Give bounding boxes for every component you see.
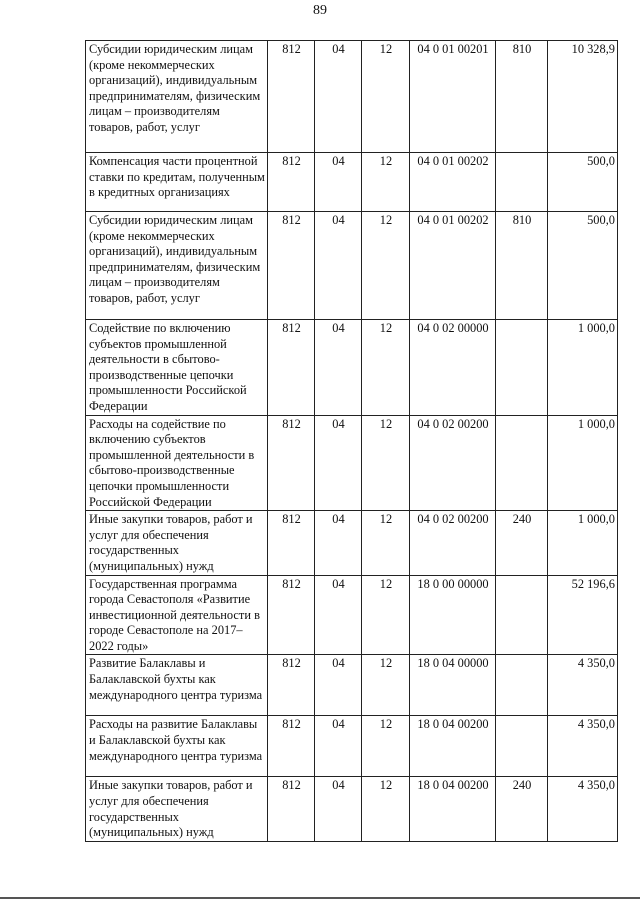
row-name-cell: Субсидии юридическим лицам (кроме некоммерческих организаций), индивидуальным предпринимателям, физическим лицам – производителям товаров, работ, услуг (86, 41, 268, 153)
section-code-cell: 04 (315, 212, 362, 320)
ministry-code-cell: 812 (268, 511, 315, 575)
ministry-code-cell: 812 (268, 655, 315, 716)
subsection-code-cell: 12 (362, 153, 410, 212)
target-item-code-cell: 04 0 01 00202 (410, 212, 496, 320)
row-name-cell: Иные закупки товаров, работ и услуг для обеспечения государственных (муниципальных) нужд (86, 511, 268, 575)
section-code-cell: 04 (315, 41, 362, 153)
ministry-code-cell: 812 (268, 415, 315, 511)
row-name-cell: Иные закупки товаров, работ и услуг для обеспечения государственных (муниципальных) нужд (86, 777, 268, 841)
row-name-cell: Компенсация части процентной ставки по кредитам, полученным в кредитных организациях (86, 153, 268, 212)
ministry-code-cell: 812 (268, 212, 315, 320)
amount-cell: 52 196,6 (548, 575, 618, 655)
row-name-cell: Содействие по включению субъектов промышленной деятельности в сбытово-производственные цепочки промышленности Российской Федерации (86, 320, 268, 416)
target-item-code-cell: 18 0 04 00200 (410, 777, 496, 841)
section-code-cell: 04 (315, 153, 362, 212)
target-item-code-cell: 04 0 02 00000 (410, 320, 496, 416)
target-item-code-cell: 18 0 04 00200 (410, 716, 496, 777)
section-code-cell: 04 (315, 716, 362, 777)
expense-type-code-cell: 240 (496, 777, 548, 841)
table-row (86, 212, 618, 320)
amount-cell: 4 350,0 (548, 777, 618, 841)
section-code-cell: 04 (315, 415, 362, 511)
ministry-code-cell: 812 (268, 41, 315, 153)
amount-cell: 1 000,0 (548, 320, 618, 416)
table-row (86, 41, 618, 153)
subsection-code-cell: 12 (362, 41, 410, 153)
target-item-code-cell: 04 0 02 00200 (410, 415, 496, 511)
section-code-cell: 04 (315, 655, 362, 716)
expense-type-code-cell (496, 575, 548, 655)
section-code-cell: 04 (315, 777, 362, 841)
expense-type-code-cell (496, 320, 548, 416)
expense-type-code-cell: 240 (496, 511, 548, 575)
table-row (86, 716, 618, 777)
row-name-cell: Государственная программа города Севастополя «Развитие инвестиционной деятельности в городе Севастополе на 2017–2022 годы» (86, 575, 268, 655)
table-row (86, 575, 618, 655)
table-row (86, 153, 618, 212)
amount-cell: 500,0 (548, 212, 618, 320)
table-row (86, 777, 618, 841)
page-number: 89 (313, 3, 327, 18)
target-item-code-cell: 18 0 00 00000 (410, 575, 496, 655)
expense-type-code-cell (496, 716, 548, 777)
scan-edge-line (0, 897, 640, 899)
target-item-code-cell: 18 0 04 00000 (410, 655, 496, 716)
subsection-code-cell: 12 (362, 716, 410, 777)
ministry-code-cell: 812 (268, 575, 315, 655)
expense-type-code-cell (496, 415, 548, 511)
table-row (86, 320, 618, 416)
target-item-code-cell: 04 0 01 00201 (410, 41, 496, 153)
table-row (86, 415, 618, 511)
row-name-cell: Субсидии юридическим лицам (кроме некоммерческих организаций), индивидуальным предпринимателям, физическим лицам – производителям товаров, работ, услуг (86, 212, 268, 320)
target-item-code-cell: 04 0 02 00200 (410, 511, 496, 575)
amount-cell: 4 350,0 (548, 655, 618, 716)
subsection-code-cell: 12 (362, 777, 410, 841)
row-name-cell: Расходы на содействие по включению субъектов промышленной деятельности в сбытово-производственные цепочки промышленности Российской Федерации (86, 415, 268, 511)
amount-cell: 1 000,0 (548, 415, 618, 511)
expense-type-code-cell (496, 153, 548, 212)
budget-table (85, 40, 618, 842)
section-code-cell: 04 (315, 320, 362, 416)
ministry-code-cell: 812 (268, 320, 315, 416)
target-item-code-cell: 04 0 01 00202 (410, 153, 496, 212)
section-code-cell: 04 (315, 575, 362, 655)
subsection-code-cell: 12 (362, 575, 410, 655)
subsection-code-cell: 12 (362, 320, 410, 416)
row-name-cell: Расходы на развитие Балаклавы и Балаклавской бухты как международного центра туризма (86, 716, 268, 777)
subsection-code-cell: 12 (362, 511, 410, 575)
expense-type-code-cell (496, 655, 548, 716)
table-row (86, 655, 618, 716)
amount-cell: 500,0 (548, 153, 618, 212)
subsection-code-cell: 12 (362, 655, 410, 716)
expense-type-code-cell: 810 (496, 212, 548, 320)
row-name-cell: Развитие Балаклавы и Балаклавской бухты как международного центра туризма (86, 655, 268, 716)
amount-cell: 1 000,0 (548, 511, 618, 575)
subsection-code-cell: 12 (362, 212, 410, 320)
amount-cell: 10 328,9 (548, 41, 618, 153)
ministry-code-cell: 812 (268, 716, 315, 777)
ministry-code-cell: 812 (268, 777, 315, 841)
amount-cell: 4 350,0 (548, 716, 618, 777)
table-row (86, 511, 618, 575)
expense-type-code-cell: 810 (496, 41, 548, 153)
subsection-code-cell: 12 (362, 415, 410, 511)
section-code-cell: 04 (315, 511, 362, 575)
ministry-code-cell: 812 (268, 153, 315, 212)
